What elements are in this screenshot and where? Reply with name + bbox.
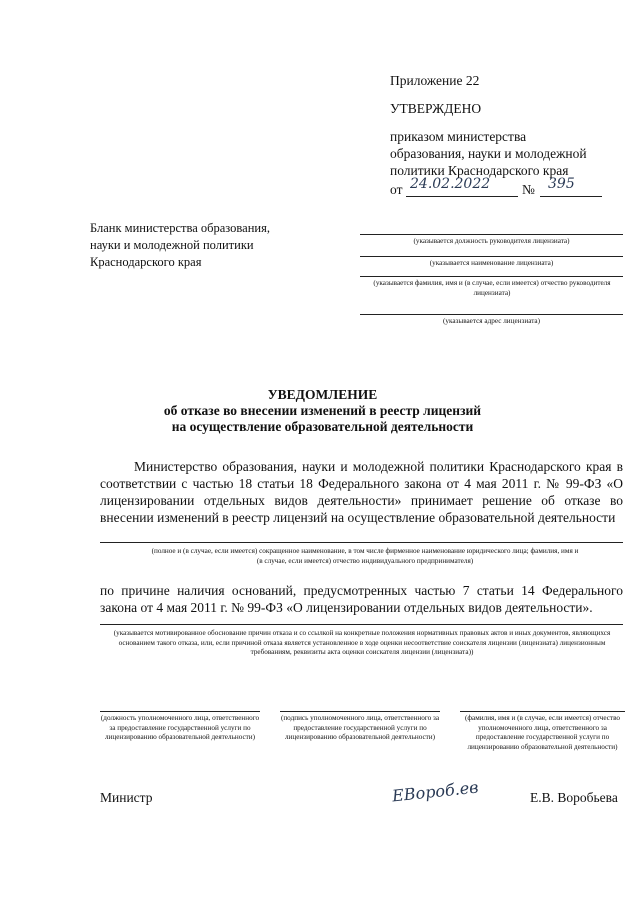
signature-col1-line	[100, 711, 260, 712]
order-number-handwritten: 395	[548, 176, 575, 192]
signature-col3-hint: (фамилия, имя и (в случае, если имеется) отчество уполномоченного лица, ответственного за предоставление государственной услуги по лицензированию образовательной деятельности)	[464, 714, 621, 751]
blank-line-3: Краснодарского края	[90, 255, 202, 269]
licensee-hint: (полное и (в случае, если имеется) сокращенное наименование, в том числе фирменное наименование юридического лица; фамилия, имя и (в случае, если имеется) отчество индивидуального предпринимателя)	[151, 547, 579, 565]
blank-line-1: Бланк министерства образования,	[90, 221, 270, 235]
order-line-2: образования, науки и молодежной	[390, 146, 587, 161]
recipient-address-line	[360, 314, 623, 315]
order-number-underline	[540, 196, 602, 197]
body-paragraph-1: Министерство образования, науки и молодежной политики Краснодарского края в соответствии с частью 18 статьи 18 Федерального закона от 4 мая 2011 г. № 99-ФЗ «О лицензировании отдельных видов деятельности» принимает решение об отказе во внесении изменений в реестр лицензий на осуществление образовательной деятельности	[100, 459, 623, 525]
notice-title: УВЕДОМЛЕНИЕ	[267, 387, 378, 402]
licensee-line	[100, 542, 623, 543]
order-line-1: приказом министерства	[390, 129, 527, 144]
recipient-position-line	[360, 234, 623, 235]
reason-hint: (указывается мотивированное обоснование причин отказа и со ссылкой на конкретные положения нормативных правовых актов и иных документов, являющихся основанием такого отказа, или, если причиной отказа является установленное в ходе оценки несоответствие соискателя лицензии (лицензиата) лицензионным требованиям, реквизиты акта оценки соискателя лицензии (лицензиата))	[113, 629, 611, 656]
signature-col1-hint: (должность уполномоченного лица, ответственного за предоставление государственной услуги по лицензированию образовательной деятельности)	[100, 714, 260, 741]
notice-subtitle-2: на осуществление образовательной деятельности	[171, 419, 474, 434]
recipient-position-hint: (указывается должность руководителя лицензиата)	[413, 237, 570, 245]
order-date-handwritten: 24.02.2022	[410, 176, 491, 192]
signature-col2-line	[280, 711, 440, 712]
signature-col3-line	[460, 711, 625, 712]
signature-col2-hint: (подпись уполномоченного лица, ответственного за предоставление государственной услуги по лицензированию образовательной деятельности)	[280, 714, 440, 741]
order-date-underline	[406, 196, 518, 197]
reason-line	[100, 624, 623, 625]
recipient-fio-hint: (указывается фамилия, имя и (в случае, если имеется) отчество руководителя лицензиата)	[373, 279, 611, 297]
notice-subtitle-1: об отказе во внесении изменений в реестр лицензий	[163, 403, 482, 418]
body-paragraph-2: по причине наличия оснований, предусмотренных частью 7 статьи 14 Федерального закона от 4 мая 2011 г. № 99-ФЗ «О лицензировании отдельных видов деятельности».	[100, 583, 623, 615]
order-number-label: №	[522, 182, 535, 197]
recipient-name-hint: (указывается наименование лицензиата)	[429, 259, 554, 267]
recipient-address-hint: (указывается адрес лицензиата)	[442, 317, 541, 325]
order-line-3: политики Краснодарского края	[390, 163, 569, 178]
recipient-name-line	[360, 256, 623, 257]
blank-line-2: науки и молодежной политики	[90, 238, 254, 252]
minister-signature: ЕВороб.ев	[391, 777, 480, 806]
approved-label: УТВЕРЖДЕНО	[390, 101, 482, 116]
minister-title: Министр	[100, 790, 153, 805]
minister-name: Е.В. Воробьева	[530, 790, 618, 805]
recipient-fio-line	[360, 276, 623, 277]
appendix-number: Приложение 22	[390, 73, 480, 88]
order-date-label: от	[390, 182, 403, 197]
